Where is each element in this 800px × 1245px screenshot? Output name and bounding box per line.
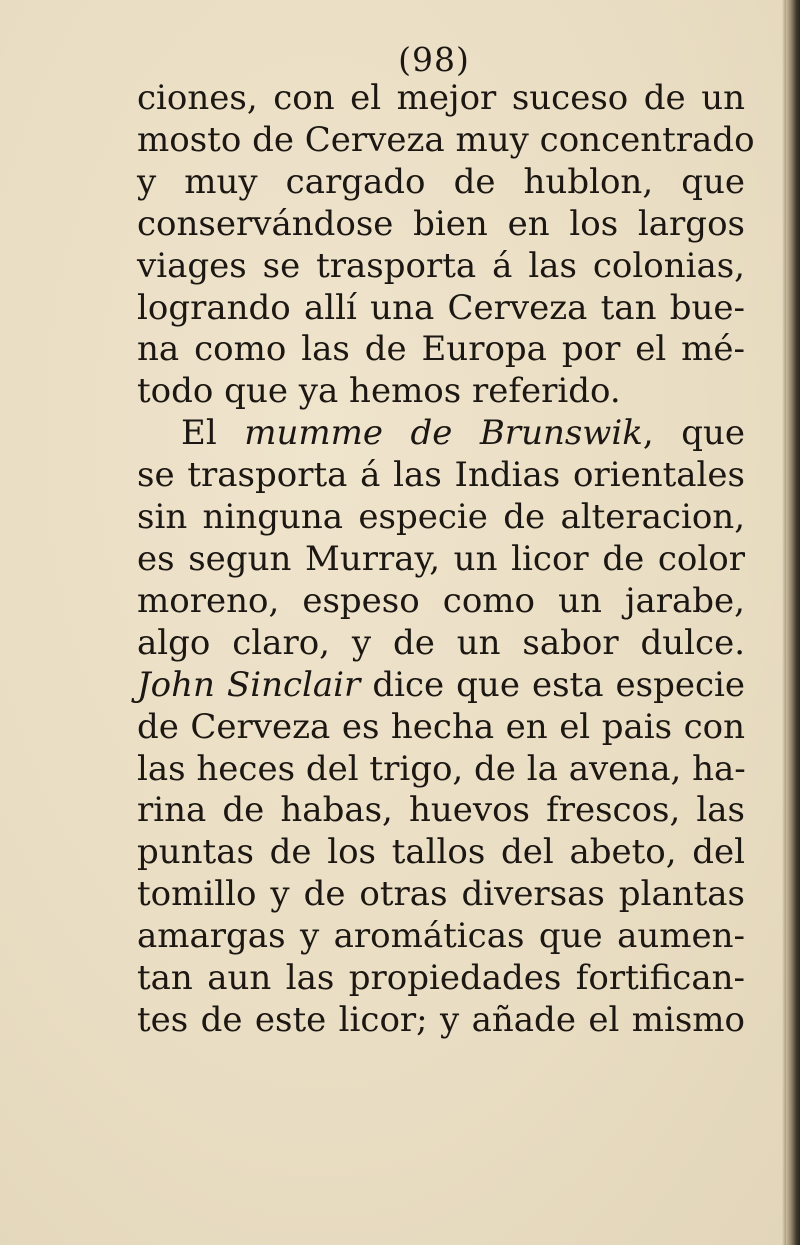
- line-text: amargas y aromáticas que aumen-: [137, 916, 745, 957]
- body-text: [137, 78, 755, 1042]
- text-line: [137, 455, 745, 497]
- text-line: [137, 707, 745, 749]
- text-line: [137, 329, 745, 371]
- text-line: [137, 413, 745, 455]
- line-text: tomillo y de otras diversas plantas: [137, 874, 745, 915]
- text-line: [137, 119, 755, 162]
- line-text: El: [181, 413, 245, 454]
- text-line: [137, 162, 745, 204]
- text-line: [137, 916, 745, 958]
- line-text: conservándose bien en los largos: [137, 203, 745, 244]
- text-line: [137, 790, 745, 832]
- line-text: sin ninguna especie de alteracion,: [137, 497, 745, 538]
- text-line: [137, 581, 745, 623]
- text-line: [137, 1000, 745, 1042]
- line-text: y muy cargado de hublon, que: [137, 161, 745, 202]
- line-text: viages se trasporta á las colonias,: [137, 245, 745, 286]
- line-text: las heces del trigo, de la avena, ha-: [137, 748, 746, 789]
- page-number: (98): [398, 40, 470, 79]
- text-line: [137, 623, 745, 665]
- line-text: ciones, con el mejor suceso de un: [137, 78, 745, 118]
- text-line: [137, 539, 745, 581]
- line-text: es segun Murray, un licor de color: [137, 538, 745, 579]
- line-text: logrando allí una Cerveza tan bue-: [137, 287, 745, 328]
- italic-phrase: mumme de Brunswik: [244, 413, 643, 454]
- line-text: moreno, espeso como un jarabe,: [137, 580, 745, 621]
- line-text: tes de este licor; y añade el mismo: [137, 999, 745, 1040]
- text-line: [137, 665, 745, 707]
- text-line: [137, 204, 745, 246]
- line-text: algo claro, y de un sabor dulce.: [137, 622, 745, 663]
- line-text: se trasporta á las Indias orientales: [137, 455, 745, 496]
- line-text: puntas de los tallos del abeto, del: [137, 832, 745, 873]
- text-line: [137, 874, 745, 916]
- line-text: de Cerveza es hecha en el pais con: [137, 706, 745, 747]
- text-line: [137, 288, 745, 330]
- text-line: [137, 371, 745, 413]
- text-line: [137, 78, 745, 120]
- line-text: mosto de Cerveza muy concentrado: [137, 119, 755, 160]
- italic-phrase: John Sinclair: [137, 664, 361, 705]
- text-line: [137, 749, 745, 791]
- text-line: [137, 246, 745, 288]
- line-text: rina de habas, huevos frescos, las: [137, 790, 745, 831]
- line-text: tan aun las propiedades fortifican-: [137, 958, 745, 999]
- line-text: todo que ya hemos referido.: [137, 371, 621, 412]
- line-text: na como las de Europa por el mé-: [137, 329, 745, 370]
- text-line: [137, 958, 745, 1000]
- text-line: [137, 497, 745, 539]
- binding-edge: [786, 0, 800, 1245]
- line-text: dice que esta especie: [360, 664, 745, 705]
- line-text: , que: [642, 413, 745, 454]
- text-line: [137, 832, 745, 874]
